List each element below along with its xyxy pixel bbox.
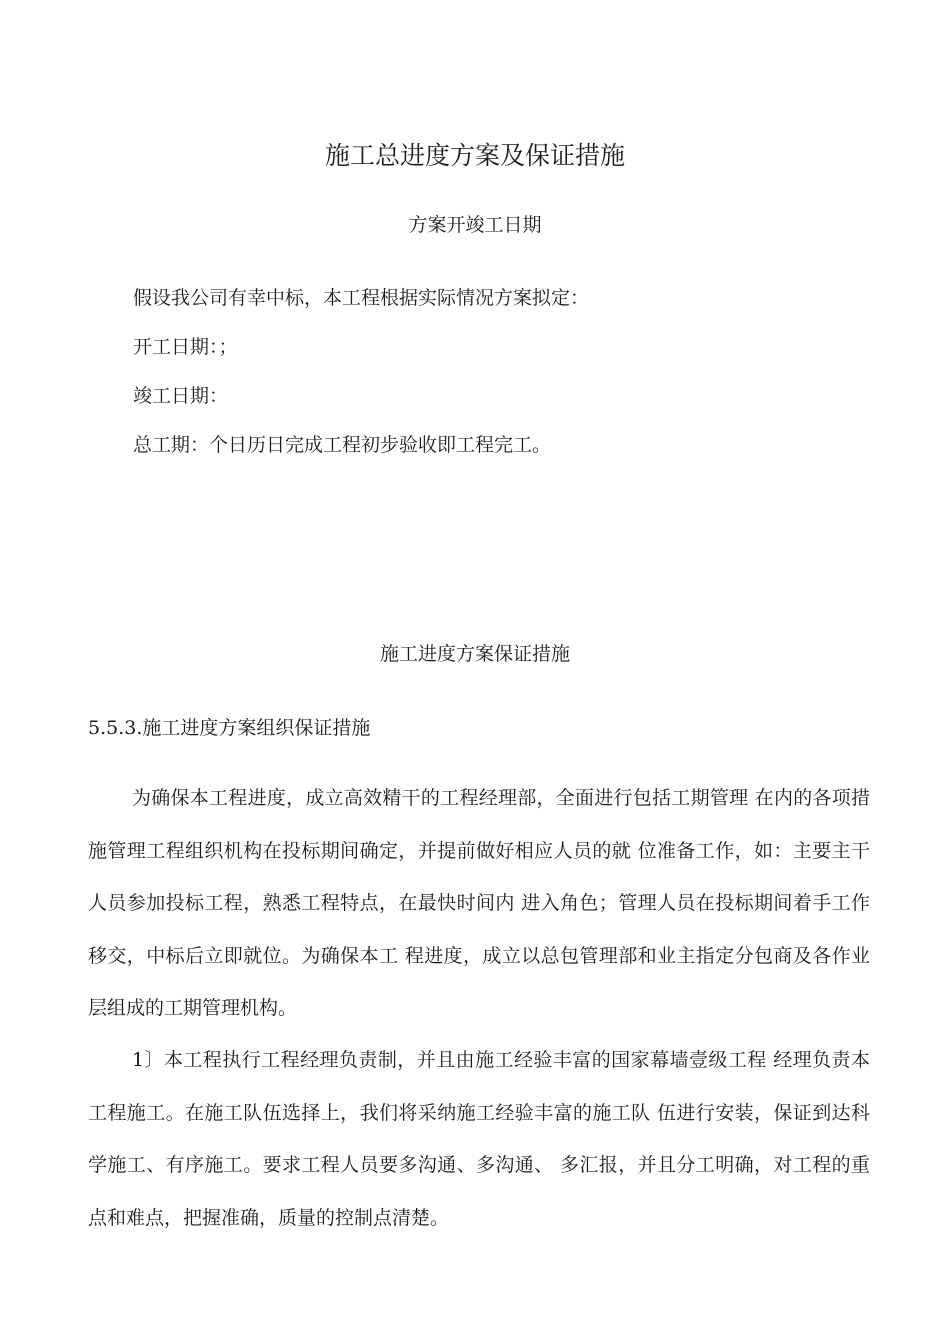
total-duration-line: 总工期：个日历日完成工程初步验收即工程完工。 <box>133 434 552 456</box>
start-date-line: 开工日期：； <box>133 336 238 358</box>
section-heading-schedule: 方案开竣工日期 <box>408 214 542 236</box>
section-heading-guarantee: 施工进度方案保证措施 <box>379 643 570 665</box>
subsection-heading: 5.5.3.施工进度方案组织保证措施 <box>88 717 371 739</box>
end-date-line: 竣工日期： <box>133 385 229 407</box>
paragraph-organization: 为确保本工程进度，成立高效精干的工程经理部，全面进行包括工期管理 在内的各项措施管理工程组织机构在投标期间确定，并提前做好相应人员的就 位准备工作，如：主要主干人员参加投标工程，熟悉工程特点，在最快时间内 进入角色；管理人员在投标期间着手工作移交，中标后立即就位。为确保本工 程进度，成立以总包管理部和业主指定分包商及各作业层组成的工期管理机构。 <box>88 787 870 1019</box>
paragraph-manager-responsibility: 1〕本工程执行工程经理负责制，并且由施工经验丰富的国家幕墙壹级工程 经理负责本工程施工。在施工队伍选择上，我们将采纳施工经验丰富的施工队 伍进行安装，保证到达科学施工、有序施工。要求工程人员要多沟通、多沟通、 多汇报，并且分工明确，对工程的重点和难点，把握准确，质量的控制点清楚。 <box>88 1049 870 1229</box>
intro-line: 假设我公司有幸中标，本工程根据实际情况方案拟定： <box>133 287 590 309</box>
document-title: 施工总进度方案及保证措施 <box>324 141 625 170</box>
